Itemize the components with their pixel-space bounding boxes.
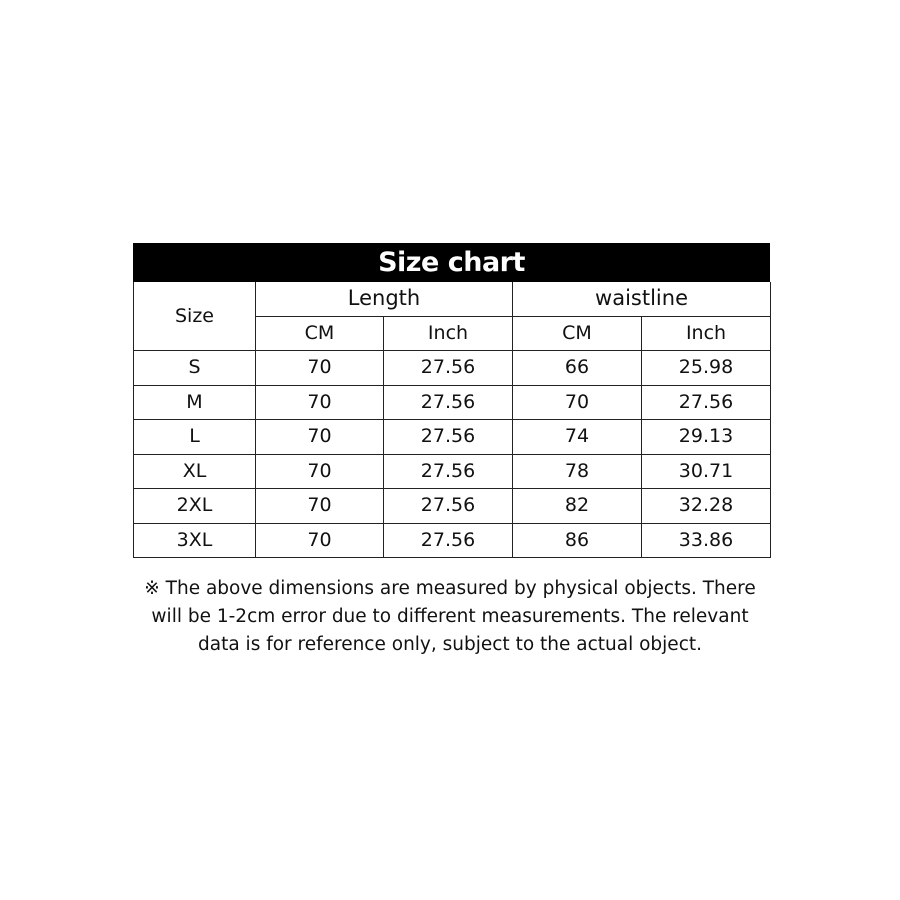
size-chart xyxy=(133,243,770,558)
table-row xyxy=(134,351,771,386)
note-line-1: ※ The above dimensions are measured by physical objects. There xyxy=(144,578,756,599)
cell-size: L xyxy=(134,420,256,455)
table-row xyxy=(134,523,771,558)
cell-waist-inch: 30.71 xyxy=(642,454,771,489)
cell-length-inch: 27.56 xyxy=(384,420,513,455)
cell-length-inch: 27.56 xyxy=(384,385,513,420)
cell-waist-cm: 66 xyxy=(513,351,642,386)
header-length-cm: CM xyxy=(256,316,384,351)
cell-waist-inch: 25.98 xyxy=(642,351,771,386)
cell-length-inch: 27.56 xyxy=(384,489,513,524)
header-waistline: waistline xyxy=(513,282,771,316)
cell-length-cm: 70 xyxy=(256,420,384,455)
cell-length-cm: 70 xyxy=(256,489,384,524)
cell-length-cm: 70 xyxy=(256,523,384,558)
cell-length-cm: 70 xyxy=(256,454,384,489)
header-length: Length xyxy=(256,282,513,316)
cell-waist-cm: 74 xyxy=(513,420,642,455)
cell-waist-inch: 33.86 xyxy=(642,523,771,558)
size-table xyxy=(133,282,771,558)
header-size: Size xyxy=(134,282,256,351)
cell-waist-inch: 29.13 xyxy=(642,420,771,455)
note-line-3: data is for reference only, subject to the actual object. xyxy=(198,634,702,655)
cell-waist-cm: 78 xyxy=(513,454,642,489)
header-waist-inch: Inch xyxy=(642,316,771,351)
cell-waist-inch: 32.28 xyxy=(642,489,771,524)
note-line-2: will be 1-2cm error due to different measurements. The relevant xyxy=(151,606,749,627)
header-length-inch: Inch xyxy=(384,316,513,351)
cell-length-inch: 27.56 xyxy=(384,523,513,558)
table-row xyxy=(134,454,771,489)
cell-waist-cm: 86 xyxy=(513,523,642,558)
cell-size: M xyxy=(134,385,256,420)
cell-length-cm: 70 xyxy=(256,385,384,420)
cell-length-inch: 27.56 xyxy=(384,351,513,386)
cell-waist-inch: 27.56 xyxy=(642,385,771,420)
cell-size: XL xyxy=(134,454,256,489)
cell-size: 2XL xyxy=(134,489,256,524)
cell-size: 3XL xyxy=(134,523,256,558)
cell-waist-cm: 82 xyxy=(513,489,642,524)
header-row-groups xyxy=(134,282,771,316)
table-row xyxy=(134,489,771,524)
cell-length-cm: 70 xyxy=(256,351,384,386)
table-row xyxy=(134,385,771,420)
chart-title: Size chart xyxy=(133,243,770,282)
disclaimer-note xyxy=(100,575,800,659)
cell-length-inch: 27.56 xyxy=(384,454,513,489)
table-row xyxy=(134,420,771,455)
cell-waist-cm: 70 xyxy=(513,385,642,420)
header-waist-cm: CM xyxy=(513,316,642,351)
cell-size: S xyxy=(134,351,256,386)
